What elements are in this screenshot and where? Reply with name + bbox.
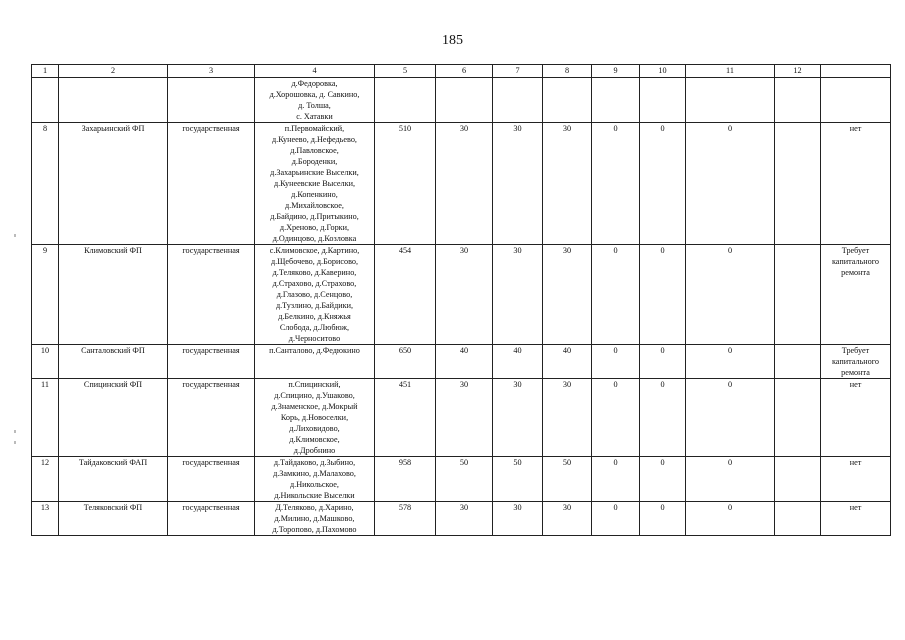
settlement-line: д.Никольское, xyxy=(290,480,339,489)
note-line: нет xyxy=(849,380,862,389)
value-cell: 0 xyxy=(592,379,640,457)
ownership-form-cell xyxy=(168,78,255,123)
settlement-line: д.Кунеевские Выселки, xyxy=(273,179,356,188)
value-cell xyxy=(543,78,592,123)
scan-mark xyxy=(14,234,16,237)
value-cell: 0 xyxy=(686,379,775,457)
settlements-cell xyxy=(255,379,375,457)
row-number-cell: 11 xyxy=(32,379,59,457)
value-cell: 0 xyxy=(640,345,686,379)
row-number-cell: 13 xyxy=(32,502,59,536)
settlement-line: д.Михайловское, xyxy=(285,201,344,210)
settlements-cell xyxy=(255,245,375,345)
value-cell: 0 xyxy=(592,345,640,379)
header-cell: 12 xyxy=(775,65,821,78)
row-number-cell: 10 xyxy=(32,345,59,379)
settlement-line: Слобода, д.Любюж, xyxy=(279,323,350,332)
value-cell: 0 xyxy=(640,245,686,345)
value-cell: 30 xyxy=(436,379,493,457)
value-cell: 958 xyxy=(375,457,436,502)
value-cell: 650 xyxy=(375,345,436,379)
value-cell: 30 xyxy=(543,502,592,536)
value-cell: 0 xyxy=(592,502,640,536)
settlement-line: д.Торопово, д.Пахомово xyxy=(272,525,357,534)
value-cell: 30 xyxy=(436,245,493,345)
settlement-line: д.Тайдаково, д.Зыбино, xyxy=(273,458,356,467)
value-cell: 0 xyxy=(686,345,775,379)
note-line: капитального xyxy=(831,357,880,366)
value-cell: 0 xyxy=(640,379,686,457)
value-cell: 0 xyxy=(640,457,686,502)
ownership-form-cell: государственная xyxy=(168,245,255,345)
value-cell xyxy=(775,502,821,536)
value-cell: 40 xyxy=(543,345,592,379)
note-cell xyxy=(821,379,891,457)
settlements-cell xyxy=(255,78,375,123)
settlement-line: с.Климовское, д.Картино, xyxy=(269,246,360,255)
value-cell xyxy=(775,379,821,457)
value-cell: 30 xyxy=(436,123,493,245)
value-cell xyxy=(436,78,493,123)
settlement-line: д.Лиховидово, xyxy=(289,424,340,433)
table-row xyxy=(32,78,891,123)
settlement-line: д.Захарьинские Выселки, xyxy=(270,168,359,177)
settlement-line: д.Теляково, д.Каверино, xyxy=(272,268,357,277)
header-cell: 2 xyxy=(59,65,168,78)
settlement-line: д.Замкино, д.Малахово, xyxy=(273,469,356,478)
header-cell: 9 xyxy=(592,65,640,78)
table-row xyxy=(32,123,891,245)
value-cell xyxy=(775,245,821,345)
settlement-line: д.Климовское, xyxy=(289,435,340,444)
value-cell: 0 xyxy=(592,123,640,245)
value-cell xyxy=(375,78,436,123)
facility-name-cell xyxy=(59,78,168,123)
value-cell: 454 xyxy=(375,245,436,345)
settlement-line: д.Одинцово, д.Козловка xyxy=(272,234,357,243)
settlement-line: п.Санталово, д.Федюкино xyxy=(269,346,360,355)
settlement-line: д.Хорошовка, д. Савкино, xyxy=(269,90,360,99)
settlement-line: д.Байдино, д.Притыкино, xyxy=(270,212,359,221)
value-cell: 0 xyxy=(640,502,686,536)
settlement-line: д.Никольские Выселки xyxy=(274,491,355,500)
settlement-line: д.Белкино, д.Княжья xyxy=(278,312,351,321)
value-cell: 0 xyxy=(640,123,686,245)
facility-name-cell: Спицинский ФП xyxy=(59,379,168,457)
header-row xyxy=(32,65,891,78)
value-cell: 50 xyxy=(543,457,592,502)
facility-name-cell: Тайдаковский ФАП xyxy=(59,457,168,502)
value-cell: 50 xyxy=(493,457,543,502)
page-number: 185 xyxy=(442,33,463,48)
header-cell: 4 xyxy=(255,65,375,78)
value-cell: 30 xyxy=(493,123,543,245)
ownership-form-cell: государственная xyxy=(168,123,255,245)
settlement-line: д.Глазово, д.Сенцово, xyxy=(276,290,353,299)
facility-name-cell: Захарьинский ФП xyxy=(59,123,168,245)
settlement-line: д.Страхово, д.Страхово, xyxy=(272,279,357,288)
header-cell: 3 xyxy=(168,65,255,78)
header-cell: 6 xyxy=(436,65,493,78)
note-cell xyxy=(821,245,891,345)
value-cell: 40 xyxy=(493,345,543,379)
value-cell: 0 xyxy=(686,502,775,536)
settlement-line: д.Милино, д.Машково, xyxy=(274,514,355,523)
value-cell: 451 xyxy=(375,379,436,457)
settlement-line: д.Кунеево, д.Нефедьево, xyxy=(272,135,357,144)
settlements-cell xyxy=(255,502,375,536)
value-cell: 30 xyxy=(493,379,543,457)
row-number-cell xyxy=(32,78,59,123)
note-line: ремонта xyxy=(841,268,870,277)
note-line: Требует xyxy=(841,246,870,255)
value-cell: 30 xyxy=(493,502,543,536)
settlement-line: Корь, д.Новоселки, xyxy=(280,413,349,422)
value-cell: 0 xyxy=(686,245,775,345)
value-cell xyxy=(686,78,775,123)
value-cell: 30 xyxy=(543,123,592,245)
ownership-form-cell: государственная xyxy=(168,345,255,379)
value-cell: 30 xyxy=(543,379,592,457)
table-row xyxy=(32,457,891,502)
row-number-cell: 12 xyxy=(32,457,59,502)
header-cell: 8 xyxy=(543,65,592,78)
header-cell: 7 xyxy=(493,65,543,78)
facility-name-cell: Теляковский ФП xyxy=(59,502,168,536)
note-line: нет xyxy=(849,503,862,512)
header-cell: 1 xyxy=(32,65,59,78)
note-cell xyxy=(821,123,891,245)
value-cell xyxy=(775,345,821,379)
value-cell xyxy=(493,78,543,123)
value-cell: 0 xyxy=(686,457,775,502)
value-cell xyxy=(775,457,821,502)
note-line: нет xyxy=(849,458,862,467)
row-number-cell: 9 xyxy=(32,245,59,345)
scan-mark xyxy=(14,441,16,444)
table-row xyxy=(32,345,891,379)
header-cell: 5 xyxy=(375,65,436,78)
settlements-cell xyxy=(255,457,375,502)
value-cell: 0 xyxy=(592,457,640,502)
facilities-table xyxy=(31,64,891,536)
row-number-cell: 8 xyxy=(32,123,59,245)
value-cell xyxy=(640,78,686,123)
header-cell xyxy=(821,65,891,78)
settlement-line: д.Копенкино, xyxy=(291,190,338,199)
settlement-line: п.Спицинский, xyxy=(288,380,341,389)
settlements-cell xyxy=(255,123,375,245)
value-cell: 578 xyxy=(375,502,436,536)
settlement-line: с. Хатавки xyxy=(296,112,333,121)
table-row xyxy=(32,245,891,345)
table-row xyxy=(32,502,891,536)
table-row xyxy=(32,379,891,457)
settlement-line: д. Толша, xyxy=(298,101,331,110)
value-cell: 50 xyxy=(436,457,493,502)
value-cell: 40 xyxy=(436,345,493,379)
settlement-line: д.Бороденки, xyxy=(291,157,338,166)
settlement-line: д.Знаменское, д.Мокрый xyxy=(271,402,358,411)
header-cell: 11 xyxy=(686,65,775,78)
value-cell xyxy=(775,123,821,245)
note-cell xyxy=(821,457,891,502)
settlement-line: д.Хреново, д.Горки, xyxy=(279,223,350,232)
ownership-form-cell: государственная xyxy=(168,457,255,502)
value-cell xyxy=(775,78,821,123)
settlements-cell xyxy=(255,345,375,379)
value-cell: 30 xyxy=(436,502,493,536)
value-cell: 0 xyxy=(592,245,640,345)
value-cell: 510 xyxy=(375,123,436,245)
header-cell: 10 xyxy=(640,65,686,78)
ownership-form-cell: государственная xyxy=(168,379,255,457)
note-cell xyxy=(821,502,891,536)
note-line: Требует xyxy=(841,346,870,355)
settlement-line: д.Павловское, xyxy=(290,146,339,155)
value-cell: 0 xyxy=(686,123,775,245)
settlement-line: Д.Теляково, д.Харино, xyxy=(275,503,354,512)
ownership-form-cell: государственная xyxy=(168,502,255,536)
note-line: нет xyxy=(849,124,862,133)
settlement-line: д.Щебочево, д.Борисово, xyxy=(270,257,359,266)
value-cell xyxy=(592,78,640,123)
facility-name-cell: Климовский ФП xyxy=(59,245,168,345)
note-cell xyxy=(821,78,891,123)
value-cell: 30 xyxy=(493,245,543,345)
settlement-line: д.Тузлино, д.Байдики, xyxy=(275,301,354,310)
scan-mark xyxy=(14,430,16,433)
settlement-line: д.Черноситово xyxy=(288,334,341,343)
facility-name-cell: Санталовский ФП xyxy=(59,345,168,379)
note-line: капитального xyxy=(831,257,880,266)
settlement-line: д.Спицино, д.Ушаково, xyxy=(274,391,355,400)
settlement-line: п.Первомайский, xyxy=(284,124,345,133)
note-line: ремонта xyxy=(841,368,870,377)
value-cell: 30 xyxy=(543,245,592,345)
settlement-line: д.Федоровка, xyxy=(291,79,338,88)
note-cell xyxy=(821,345,891,379)
settlement-line: д.Дробнино xyxy=(293,446,336,455)
